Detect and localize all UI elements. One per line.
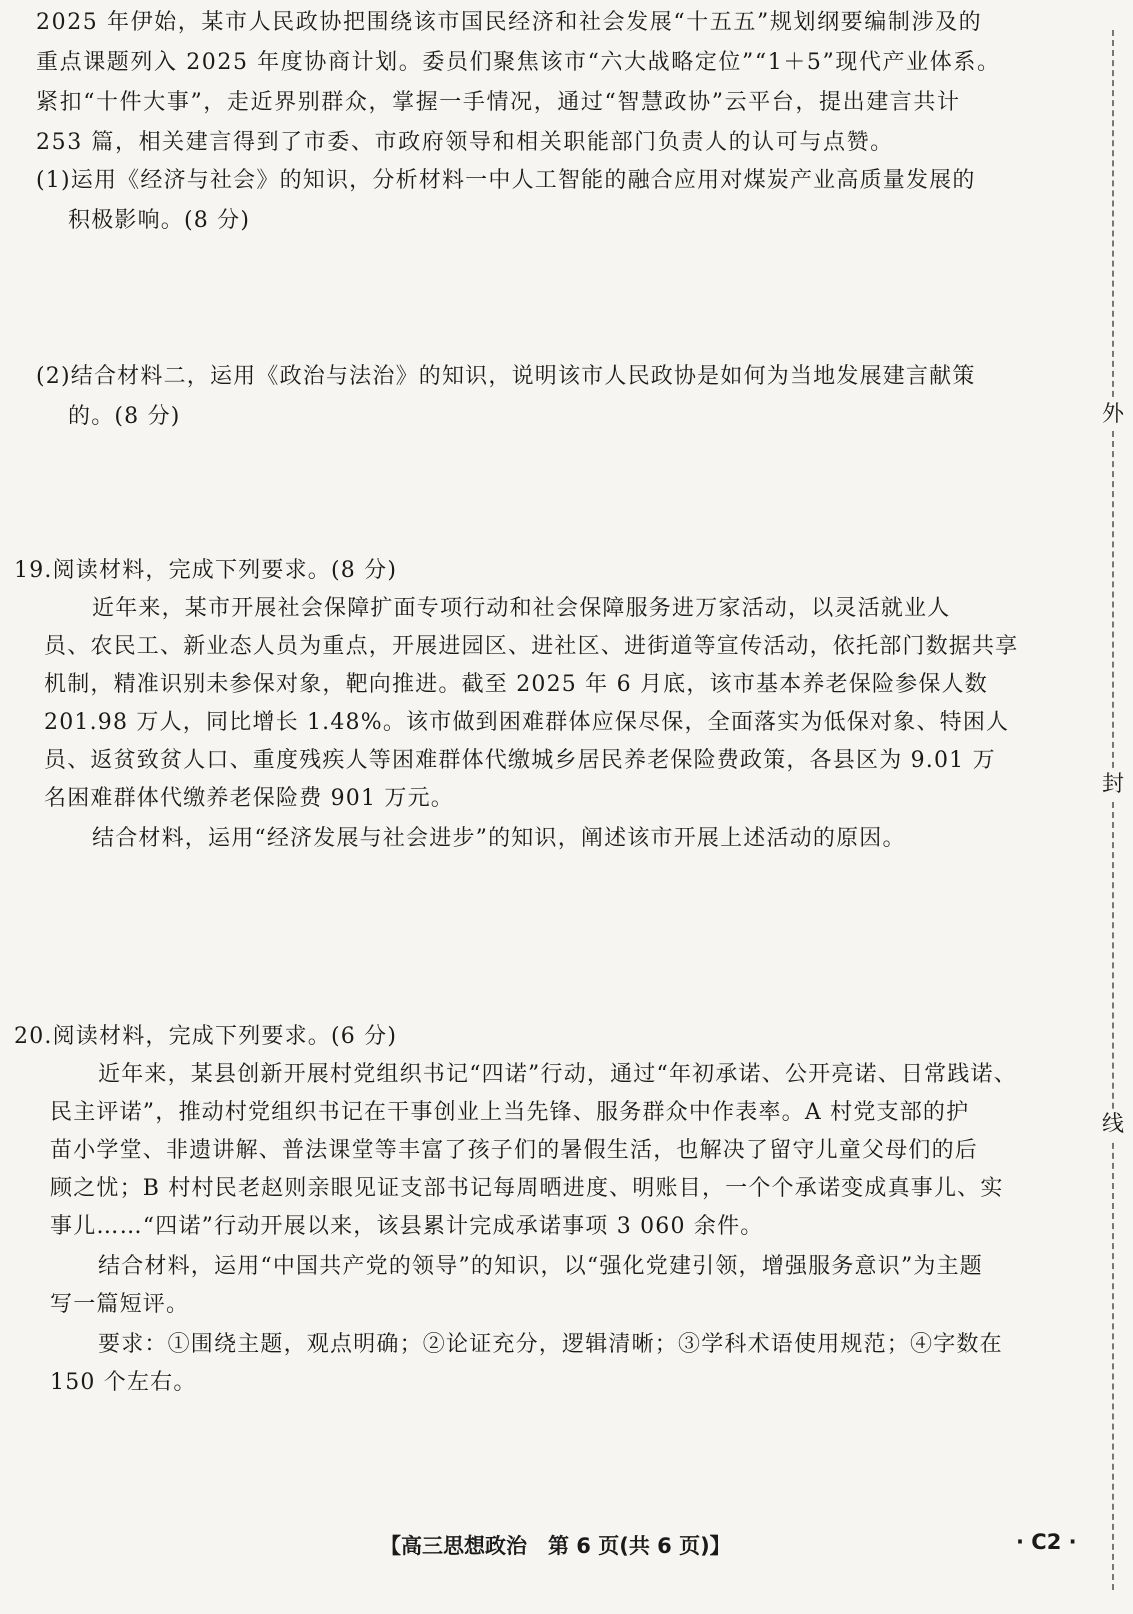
- q19-task: 结合材料，运用“经济发展与社会进步”的知识，阐述该市开展上述活动的原因。: [92, 826, 906, 851]
- q20-para-line-2: 民主评诺”，推动村党组织书记在干事创业上当先锋、服务群众中作表率。A 村党支部的护: [50, 1100, 970, 1125]
- binding-char-line: 线: [1098, 1110, 1128, 1140]
- q18-sub1-line-1: (1)运用《经济与社会》的知识，分析材料一中人工智能的融合应用对煤炭产业高质量发展的: [36, 168, 976, 193]
- paper-code: · C2 ·: [1016, 1530, 1077, 1554]
- q20-req-line-2: 150 个左右。: [50, 1370, 197, 1395]
- material-line-2: 重点课题列入 2025 年度协商计划。委员们聚焦该市“六大战略定位”“1＋5”现代产业体系。: [36, 50, 1001, 75]
- page-footer: 【高三思想政治 第 6 页(共 6 页)】: [380, 1534, 731, 1558]
- q19-para-line-2: 员、农民工、新业态人员为重点，开展进园区、进社区、进街道等宣传活动，依托部门数据共享: [44, 634, 1019, 659]
- q19-para-line-6: 名困难群体代缴养老保险费 901 万元。: [44, 786, 454, 811]
- binding-line: [1112, 30, 1114, 1590]
- q19-para-line-4: 201.98 万人，同比增长 1.48%。该市做到困难群体应保尽保，全面落实为低保对象、特困人: [44, 710, 1010, 735]
- q18-sub2-line-1: (2)结合材料二，运用《政治与法治》的知识，说明该市人民政协是如何为当地发展建言献策: [36, 364, 976, 389]
- binding-char-outer: 外: [1098, 400, 1128, 430]
- q20-para-line-1: 近年来，某县创新开展村党组织书记“四诺”行动，通过“年初承诺、公开亮诺、日常践诺、: [98, 1062, 1017, 1087]
- q19-para-line-5: 员、返贫致贫人口、重度残疾人等困难群体代缴城乡居民养老保险费政策，各县区为 9.01 万: [44, 748, 996, 773]
- material-line-1: 2025 年伊始，某市人民政协把围绕该市国民经济和社会发展“十五五”规划纲要编制涉及的: [36, 10, 983, 35]
- q20-para-line-4: 顾之忧；B 村村民老赵则亲眼见证支部书记每周晒进度、明账目，一个个承诺变成真事儿、实: [50, 1176, 1004, 1201]
- q18-sub2-line-2: 的。(8 分): [68, 404, 181, 429]
- q20-title: 20.阅读材料，完成下列要求。(6 分): [14, 1024, 398, 1049]
- q18-sub1-line-2: 积极影响。(8 分): [68, 208, 251, 233]
- q20-task-line-2: 写一篇短评。: [50, 1292, 190, 1317]
- q19-para-line-3: 机制，精准识别未参保对象，靶向推进。截至 2025 年 6 月底，该市基本养老保险参保人数: [44, 672, 988, 697]
- q20-task-line-1: 结合材料，运用“中国共产党的领导”的知识，以“强化党建引领，增强服务意识”为主题: [98, 1254, 983, 1279]
- q20-para-line-3: 苗小学堂、非遗讲解、普法课堂等丰富了孩子们的暑假生活，也解决了留守儿童父母们的后: [50, 1138, 979, 1163]
- material-line-3: 紧扣“十件大事”，走近界别群众，掌握一手情况，通过“智慧政协”云平台，提出建言共计: [36, 90, 961, 115]
- material-line-4: 253 篇，相关建言得到了市委、市政府领导和相关职能部门负责人的认可与点赞。: [36, 130, 894, 155]
- q19-title: 19.阅读材料，完成下列要求。(8 分): [14, 558, 398, 583]
- q20-para-line-5: 事儿……“四诺”行动开展以来，该县累计完成承诺事项 3 060 余件。: [50, 1214, 764, 1239]
- binding-char-seal: 封: [1098, 770, 1128, 800]
- q20-req-line-1: 要求：①围绕主题，观点明确；②论证充分，逻辑清晰；③学科术语使用规范；④字数在: [98, 1332, 1003, 1357]
- q19-para-line-1: 近年来，某市开展社会保障扩面专项行动和社会保障服务进万家活动，以灵活就业人: [92, 596, 951, 621]
